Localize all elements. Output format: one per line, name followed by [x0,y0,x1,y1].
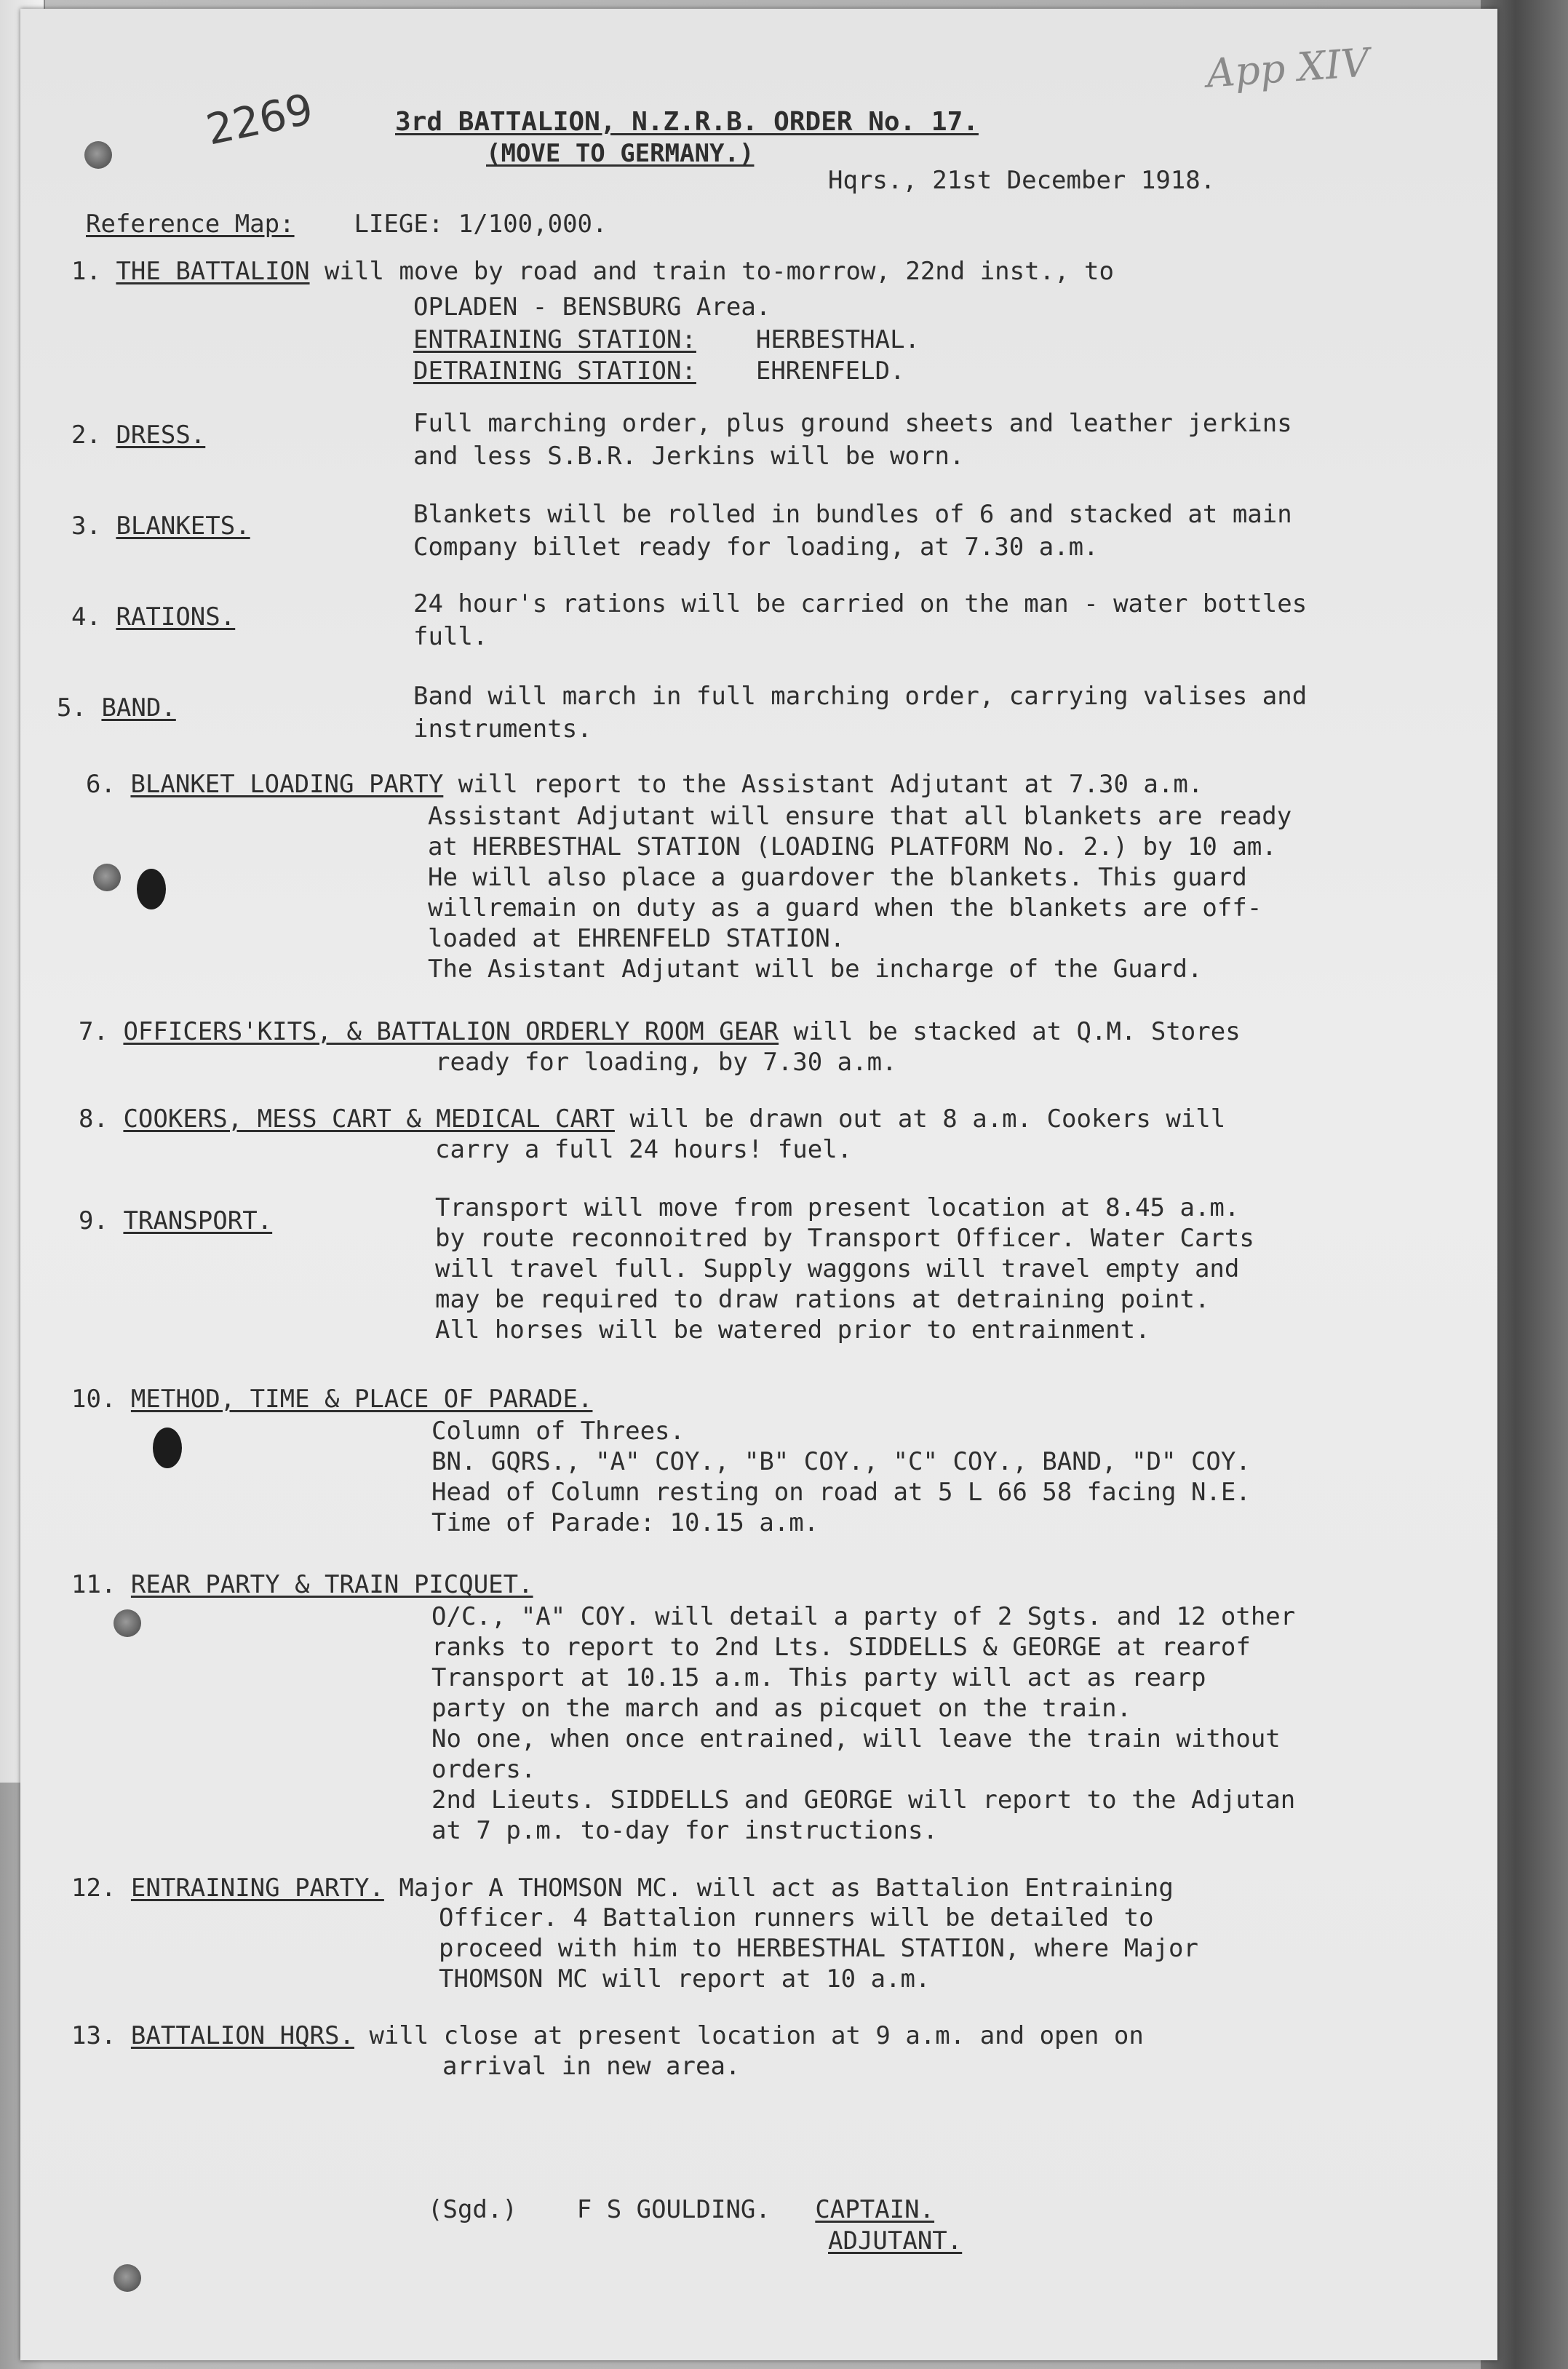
order-item [79,1104,1225,1134]
item-line: He will also place a guardover the blankets. This guard [428,863,1247,892]
order-item [71,2020,1144,2051]
detraining-value: EHRENFELD. [755,357,905,386]
order-item [79,1206,272,1236]
entraining-label: ENTRAINING STATION: [413,325,696,354]
item-number: 8. [79,1104,108,1134]
order-item [57,693,176,723]
signature-line [428,2195,934,2224]
item-number: 7. [79,1017,108,1046]
item-line: Company billet ready for loading, at 7.30 a.m. [413,533,1099,562]
ink-blot [153,1428,182,1468]
item-heading: ENTRAINING PARTY. [130,1874,384,1903]
detraining-label: DETRAINING STATION: [413,357,696,386]
item-heading: DRESS. [116,421,206,450]
item-number: 13. [71,2021,116,2050]
item-first-line: will report to the Assistant Adjutant at 7.30 a.m. [458,770,1203,799]
item-first-line: will move by road and train to-morrow, 22nd inst., to [325,257,1114,286]
item-line: 24 hour's rations will be carried on the man - water bottles [413,589,1308,618]
item-line: may be required to draw rations at detraining point. [435,1285,1210,1314]
item-line: at HERBESTHAL STATION (LOADING PLATFORM No. 2.) by 10 am. [428,832,1277,861]
item-heading: OFFICERS'KITS, & BATTALION ORDERLY ROOM GEAR [123,1017,779,1046]
item-line: Blankets will be rolled in bundles of 6 and stacked at main [413,500,1292,529]
item-line: at 7 p.m. to-day for instructions. [431,1816,938,1845]
item-line: Full marching order, plus ground sheets and leather jerkins [413,409,1292,438]
punch-hole [93,864,121,891]
item-line: by route reconnoitred by Transport Officer. Water Carts [435,1224,1254,1253]
item-number: 12. [71,1874,116,1903]
item-heading: METHOD, TIME & PLACE OF PARADE. [130,1385,593,1414]
item-line: Transport at 10.15 a.m. This party will act as rearp [431,1663,1206,1692]
entraining-value: HERBESTHAL. [755,325,920,354]
item-line: instruments. [413,714,592,744]
item-line: BN. GQRS., "A" COY., "B" COY., "C" COY., BAND, "D" COY. [431,1447,1251,1476]
item-line: All horses will be watered prior to entrainment. [435,1315,1150,1345]
order-item [71,602,235,632]
item-line: proceed with him to HERBESTHAL STATION, where Major [439,1934,1198,1963]
item-line: Transport will move from present location at 8.45 a.m. [435,1193,1240,1222]
item-line: Assistant Adjutant will ensure that all blankets are ready [428,802,1292,831]
item-heading: THE BATTALION [116,257,310,286]
item-extra-line [413,357,905,386]
item-heading: BAND. [101,693,176,722]
order-item [71,1569,533,1600]
item-number: 9. [79,1206,108,1235]
item-heading: TRANSPORT. [123,1206,273,1235]
item-number: 4. [71,602,101,632]
item-line: 2nd Lieuts. SIDDELLS and GEORGE will report to the Adjutan [431,1785,1296,1815]
item-heading: RATIONS. [116,602,236,632]
order-item [71,256,1114,287]
item-line: The Asistant Adjutant will be incharge of the Guard. [428,955,1203,984]
item-heading: REAR PARTY & TRAIN PICQUET. [130,1570,533,1599]
order-item [71,420,205,450]
item-heading: BATTALION HQRS. [130,2021,354,2050]
order-subtitle: (MOVE TO GERMANY.) [486,139,755,168]
signature-role: ADJUTANT. [828,2226,963,2255]
punch-hole [114,1609,141,1637]
item-line: loaded at EHRENFELD STATION. [428,924,845,953]
document-number: 2269 [202,84,318,155]
item-line: orders. [431,1755,536,1784]
item-line: ranks to report to 2nd Lts. SIDDELLS & GEORGE at rearof [431,1633,1251,1662]
item-number: 6. [86,770,116,799]
item-number: 5. [57,693,87,722]
item-first-line: will close at present location at 9 a.m. and open on [369,2021,1144,2050]
order-item [79,1016,1241,1047]
reference-map-label: Reference Map: [86,210,295,239]
ink-blot [137,869,166,909]
item-line: willremain on duty as a guard when the blankets are off- [428,893,1262,923]
item-line: arrival in new area. [442,2052,741,2081]
item-line: Column of Threes. [431,1417,685,1446]
item-heading: BLANKET LOADING PARTY [130,770,444,799]
item-line: and less S.B.R. Jerkins will be worn. [413,442,965,471]
item-line: will travel full. Supply waggons will travel empty and [435,1254,1240,1283]
item-line: ready for loading, by 7.30 a.m. [435,1048,897,1077]
document-page [20,9,1497,2360]
item-line: THOMSON MC will report at 10 a.m. [439,1964,931,1994]
order-item [71,511,250,541]
reference-map-value: LIEGE: 1/100,000. [354,210,608,239]
signature-name: F S GOULDING. [576,2195,771,2224]
item-number: 2. [71,421,101,450]
order-item [86,769,1203,800]
signature-rank: CAPTAIN. [815,2195,935,2224]
item-first-line: will be stacked at Q.M. Stores [793,1017,1241,1046]
item-line: O/C., "A" COY. will detail a party of 2 Sgts. and 12 other [431,1602,1296,1631]
order-title: 3rd BATTALION, N.Z.R.B. ORDER No. 17. [395,107,979,137]
order-item [71,1873,1174,1903]
item-number: 10. [71,1385,116,1414]
item-line: party on the march and as picquet on the train. [431,1694,1132,1723]
hq-date: Hqrs., 21st December 1918. [828,166,1216,195]
item-first-line: will be drawn out at 8 a.m. Cookers will [629,1104,1226,1134]
item-line: No one, when once entrained, will leave the train without [431,1724,1281,1753]
item-heading: BLANKETS. [116,511,250,541]
item-line: carry a full 24 hours! fuel. [435,1135,853,1164]
signature-prefix: (Sgd.) [428,2195,517,2224]
item-line: Time of Parade: 10.15 a.m. [431,1508,819,1537]
item-line: full. [413,622,488,651]
item-number: 11. [71,1570,116,1599]
item-line: Head of Column resting on road at 5 L 66 58 facing N.E. [431,1478,1251,1507]
item-line: Band will march in full marching order, carrying valises and [413,682,1308,711]
reference-map [86,209,608,239]
item-extra-line [413,325,920,354]
item-line: Officer. 4 Battalion runners will be detailed to [439,1903,1154,1932]
order-item [71,1384,592,1414]
item-number: 1. [71,257,101,286]
item-heading: COOKERS, MESS CART & MEDICAL CART [123,1104,615,1134]
item-number: 3. [71,511,101,541]
appendix-mark: App XIV [1205,39,1372,97]
item-first-line: Major A THOMSON MC. will act as Battalion Entraining [399,1874,1174,1903]
punch-hole [84,141,112,169]
item-line: OPLADEN - BENSBURG Area. [413,292,771,322]
punch-hole [114,2264,141,2292]
